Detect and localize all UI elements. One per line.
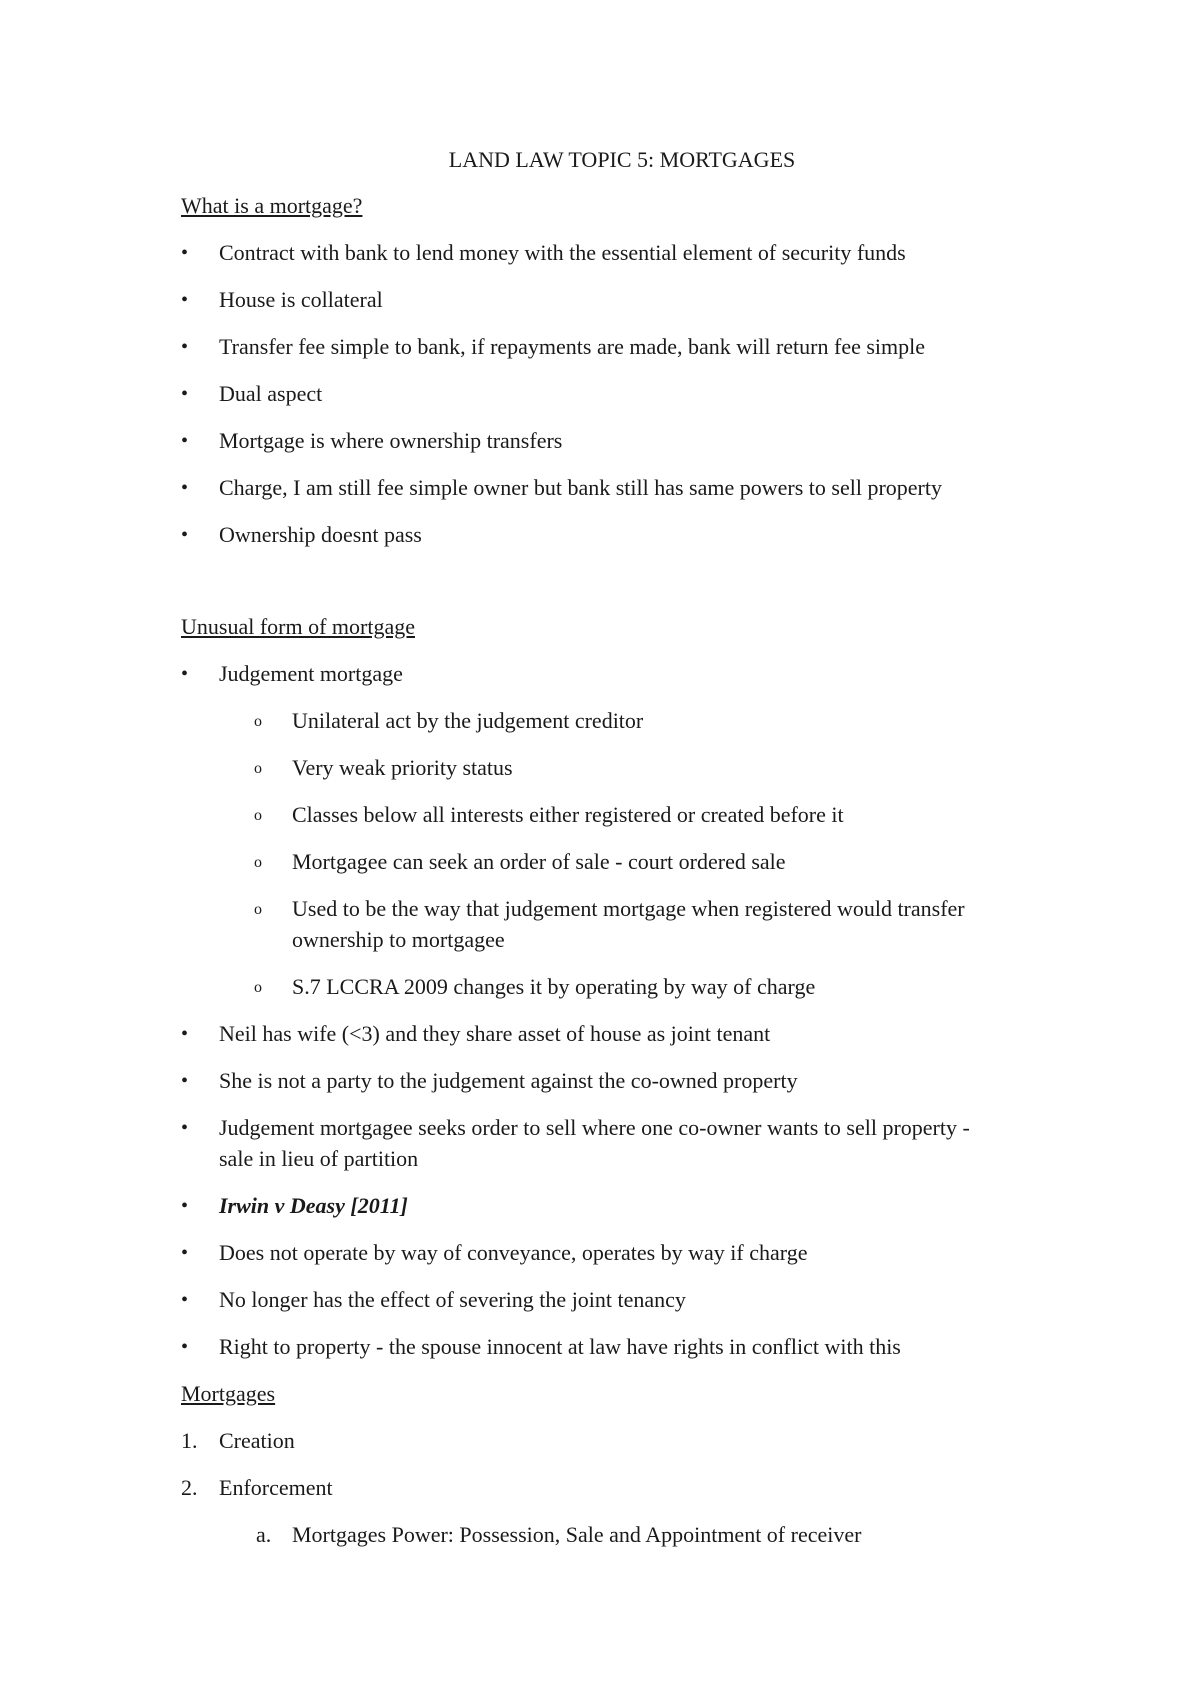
list-item: House is collateral	[219, 287, 383, 312]
bullet-icon: •	[181, 1117, 189, 1139]
sub-list-item-continuation: ownership to mortgagee	[292, 927, 505, 952]
sub-list-item: Used to be the way that judgement mortgage when registered would transfer	[292, 896, 965, 921]
sub-bullet-icon: o	[254, 979, 262, 996]
list-number: 2.	[181, 1475, 198, 1500]
bullet-icon: •	[181, 1336, 189, 1358]
sub-list-item: S.7 LCCRA 2009 changes it by operating by way of charge	[292, 974, 816, 999]
bullet-icon: •	[181, 336, 189, 358]
list-item: Neil has wife (<3) and they share asset of house as joint tenant	[219, 1021, 771, 1046]
sub-list-item: Unilateral act by the judgement creditor	[292, 708, 644, 733]
bullet-icon: •	[181, 383, 189, 405]
sub-bullet-icon: o	[254, 713, 262, 730]
bullet-icon: •	[181, 1195, 189, 1217]
list-item: Judgement mortgagee seeks order to sell where one co-owner wants to sell property -	[219, 1115, 970, 1140]
sub-list-item: Mortgagee can seek an order of sale - court ordered sale	[292, 849, 786, 874]
numbered-item: Enforcement	[219, 1475, 333, 1500]
bullet-icon: •	[181, 477, 189, 499]
list-item: Mortgage is where ownership transfers	[219, 428, 563, 453]
list-item: Charge, I am still fee simple owner but bank still has same powers to sell property	[219, 475, 942, 500]
bullet-icon: •	[181, 524, 189, 546]
sub-list-item: Very weak priority status	[292, 755, 513, 780]
sub-numbered-item: Mortgages Power: Possession, Sale and Appointment of receiver	[292, 1522, 862, 1547]
list-number: 1.	[181, 1428, 198, 1453]
sub-list-letter: a.	[256, 1522, 272, 1547]
section-heading-what-is-mortgage: What is a mortgage?	[181, 193, 363, 218]
bullet-icon: •	[181, 1242, 189, 1264]
bullet-icon: •	[181, 242, 189, 264]
list-item: Does not operate by way of conveyance, operates by way if charge	[219, 1240, 808, 1265]
list-item: Contract with bank to lend money with the essential element of security funds	[219, 240, 906, 265]
list-item: Ownership doesnt pass	[219, 522, 422, 547]
list-item: Dual aspect	[219, 381, 323, 406]
bullet-icon: •	[181, 1023, 189, 1045]
bullet-icon: •	[181, 430, 189, 452]
sub-bullet-icon: o	[254, 760, 262, 777]
bullet-icon: •	[181, 1289, 189, 1311]
list-item: Transfer fee simple to bank, if repayments are made, bank will return fee simple	[219, 334, 926, 359]
list-item-continuation: sale in lieu of partition	[219, 1146, 419, 1171]
bullet-icon: •	[181, 1070, 189, 1092]
case-citation: Irwin v Deasy [2011]	[219, 1193, 408, 1218]
list-item: Judgement mortgage	[219, 661, 403, 686]
bullet-icon: •	[181, 289, 189, 311]
section-heading-mortgages: Mortgages	[181, 1381, 276, 1406]
sub-list-item: Classes below all interests either registered or created before it	[292, 802, 844, 827]
sub-bullet-icon: o	[254, 854, 262, 871]
sub-bullet-icon: o	[254, 901, 262, 918]
list-item: No longer has the effect of severing the joint tenancy	[219, 1287, 686, 1312]
section-heading-unusual-form: Unusual form of mortgage	[181, 614, 415, 639]
sub-bullet-icon: o	[254, 807, 262, 824]
bullet-icon: •	[181, 663, 189, 685]
list-item: She is not a party to the judgement against the co-owned property	[219, 1068, 798, 1093]
document-title: LAND LAW TOPIC 5: MORTGAGES	[448, 147, 796, 172]
list-item: Right to property - the spouse innocent at law have rights in conflict with this	[219, 1334, 901, 1359]
numbered-item: Creation	[219, 1428, 295, 1453]
